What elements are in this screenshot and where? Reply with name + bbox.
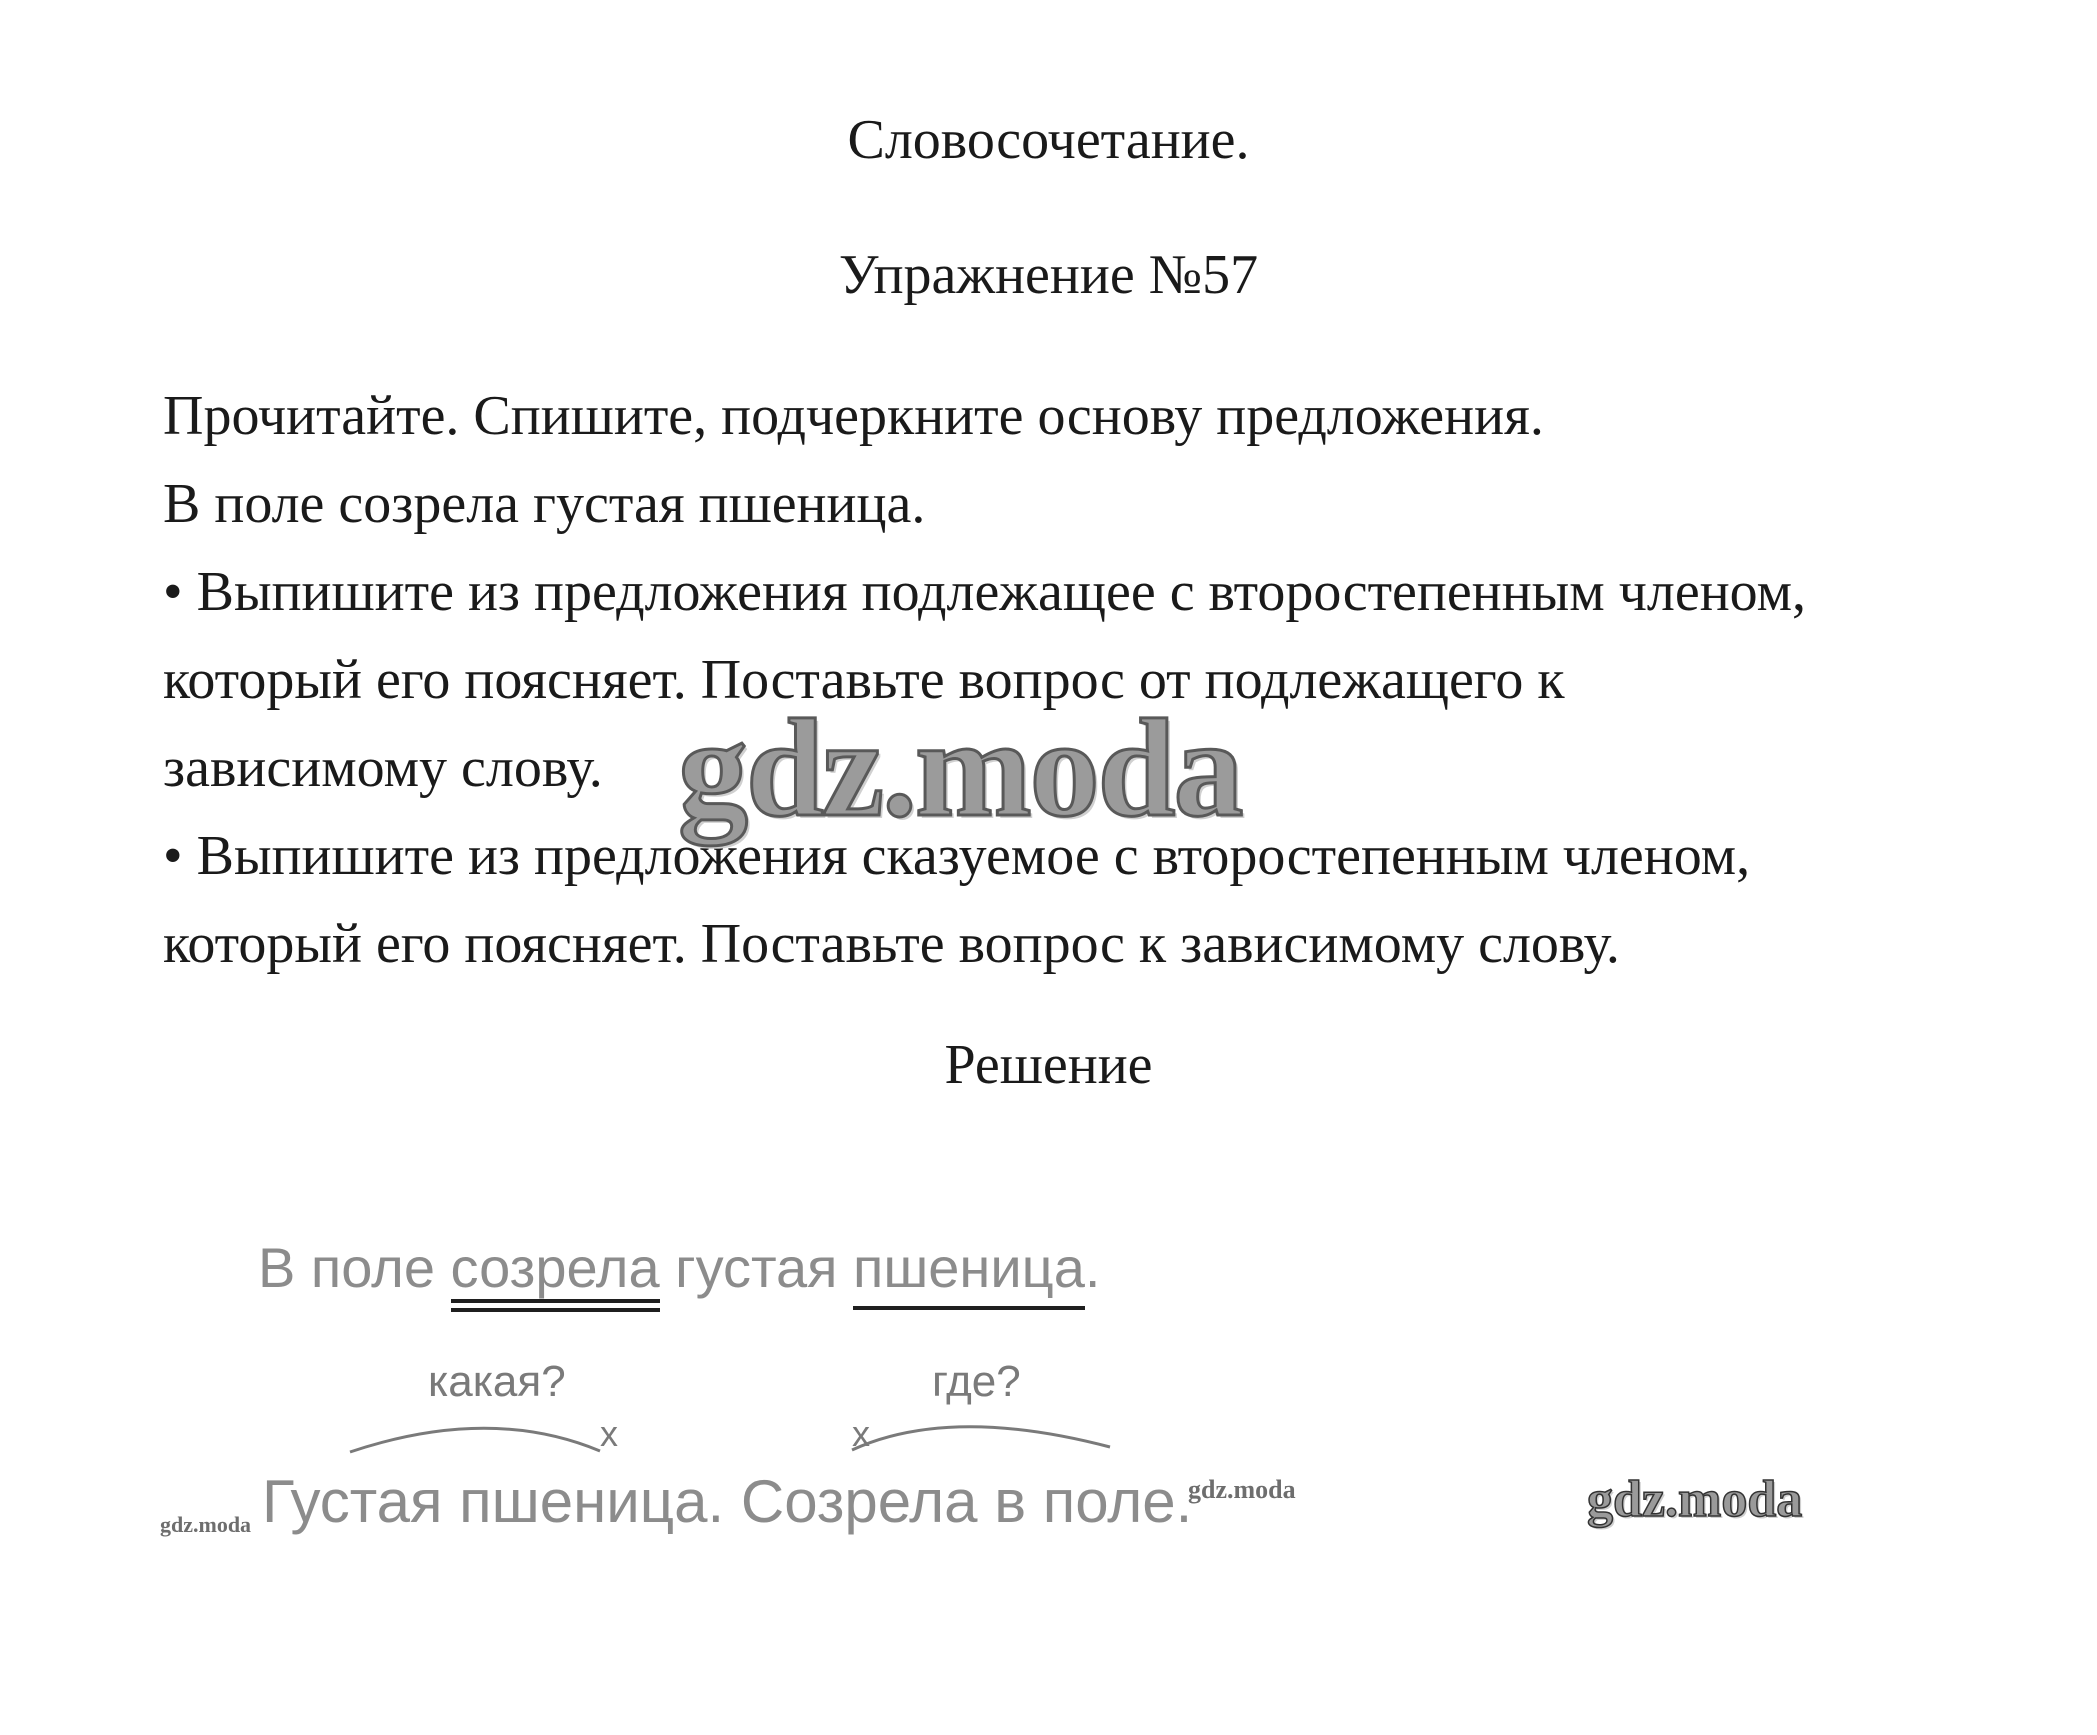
subject-word: пшеница bbox=[853, 1236, 1085, 1299]
sentence-part: В поле bbox=[258, 1236, 451, 1299]
question-label: какая? bbox=[428, 1357, 566, 1406]
task-line: Прочитайте. Спишите, подчеркните основу предложения. bbox=[163, 385, 1544, 447]
task-line: • Выпишите из предложения подлежащее с второстепенным членом, bbox=[163, 561, 1807, 623]
task-line: который его поясняет. Поставьте вопрос от подлежащего к bbox=[163, 649, 1565, 711]
solution-block bbox=[240, 1235, 1240, 1555]
main-word-mark: x bbox=[852, 1413, 870, 1454]
task-line: который его поясняет. Поставьте вопрос к зависимому слову. bbox=[163, 913, 1620, 975]
topic-title: Словосочетание. bbox=[847, 109, 1250, 171]
task-text bbox=[163, 372, 1983, 988]
sentence-part: густая bbox=[659, 1236, 854, 1299]
watermark-large: gdz.moda bbox=[678, 691, 1242, 846]
question-label: где? bbox=[932, 1357, 1021, 1406]
question-arc bbox=[852, 1427, 1110, 1450]
main-word-mark: x bbox=[600, 1413, 618, 1454]
question-arc bbox=[350, 1428, 600, 1452]
task-line: зависимому слову. bbox=[163, 737, 603, 799]
phrases-line: Густая пшеница. Созрела в поле. bbox=[262, 1468, 1193, 1535]
exercise-title: Упражнение №57 bbox=[838, 244, 1259, 306]
task-line: • Выпишите из предложения сказуемое с второстепенным членом, bbox=[163, 825, 1751, 887]
watermark-small: gdz.moda bbox=[1188, 1475, 1296, 1504]
watermark-small: gdz.moda bbox=[160, 1512, 252, 1537]
sentence-end: . bbox=[1084, 1236, 1101, 1299]
predicate-word: созрела bbox=[450, 1236, 660, 1299]
solution-heading: Решение bbox=[944, 1034, 1153, 1096]
task-line: В поле созрела густая пшеница. bbox=[163, 473, 926, 535]
watermark-right: gdz.moda bbox=[1587, 1471, 1803, 1528]
